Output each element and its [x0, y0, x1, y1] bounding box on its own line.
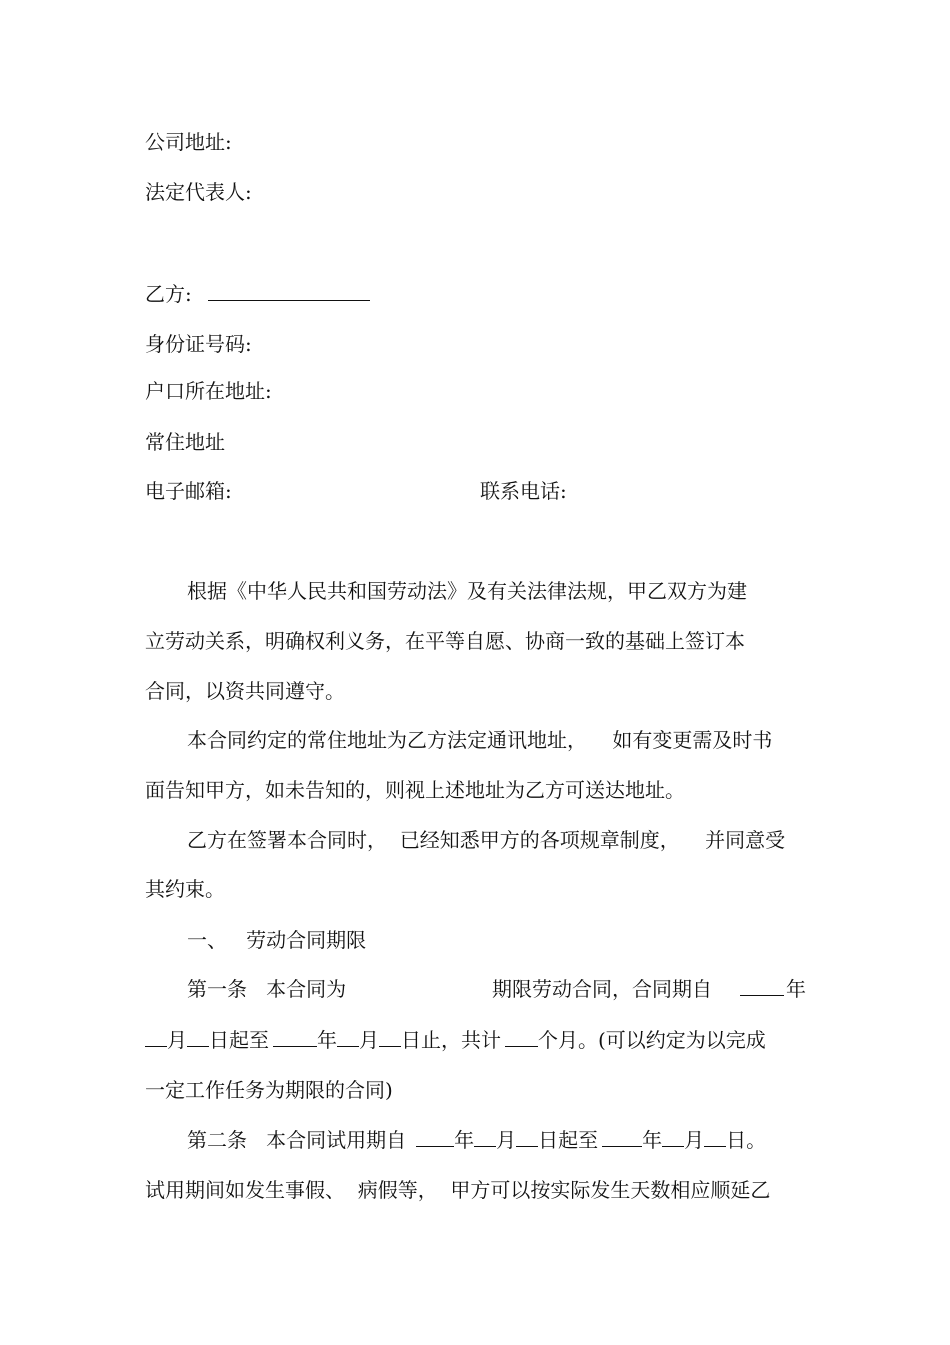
article-1-start-year-blank — [740, 976, 784, 996]
article-1-end-day-blank — [379, 1027, 401, 1047]
article-1-line-3: 一定工作任务为期限的合同) — [145, 1078, 393, 1102]
paragraph-2-line-1: 本合同约定的常住地址为乙方法定通讯地址， 如有变更需及时书 — [187, 728, 773, 752]
article-2-line-2: 试用期间如发生事假、 病假等， 甲方可以按实际发生天数相应顺延乙 — [145, 1178, 771, 1202]
company-address-label: 公司地址: — [145, 130, 232, 154]
paragraph-2-line-2: 面告知甲方，如未告知的，则视上述地址为乙方可送达地址。 — [145, 778, 685, 802]
article-1-months-blank — [505, 1027, 538, 1047]
article-2-start-month-blank — [474, 1127, 496, 1147]
article-2-start-day-blank — [516, 1127, 538, 1147]
residence-address-label: 常住地址 — [145, 430, 225, 454]
phone-label: 联系电话: — [480, 479, 567, 503]
article-2-end-year-blank — [602, 1127, 642, 1147]
article-1-end-month-blank — [337, 1027, 359, 1047]
hukou-address-label: 户口所在地址: — [145, 379, 272, 403]
article-2-line-1: 第二条 本合同试用期自 年 月 日起至 年 月 日。 — [187, 1128, 767, 1152]
article-2-end-month-blank — [662, 1127, 684, 1147]
id-number-label: 身份证号码: — [145, 332, 252, 356]
article-1-year-label: 年 — [786, 977, 806, 1001]
section-1-heading: 一、 劳动合同期限 — [187, 928, 367, 952]
email-label: 电子邮箱: — [145, 479, 232, 503]
legal-representative-label: 法定代表人: — [145, 180, 252, 204]
article-1-end-year-blank — [273, 1027, 317, 1047]
paragraph-1-line-1: 根据《中华人民共和国劳动法》及有关法律法规，甲乙双方为建 — [187, 579, 747, 603]
party-b-name-row — [145, 281, 370, 307]
paragraph-1-line-3: 合同，以资共同遵守。 — [145, 679, 345, 703]
article-1-start-day-blank — [187, 1027, 209, 1047]
article-2-end-day-blank — [704, 1127, 726, 1147]
party-b-name-label: 乙方: — [145, 282, 192, 306]
article-2-start-year-blank — [416, 1127, 454, 1147]
paragraph-1-line-2: 立劳动关系，明确权利义务，在平等自愿、协商一致的基础上签订本 — [145, 629, 745, 653]
paragraph-3-line-2: 其约束。 — [145, 877, 225, 901]
article-1-line-1-a: 第一条 本合同为 — [187, 977, 347, 1001]
article-1-line-1-b: 期限劳动合同，合同期自 — [492, 977, 712, 1001]
party-b-name-blank — [208, 281, 370, 301]
article-1-line-2: 月 日起至 年 月 日止，共计 个月。(可以约定为以完成 — [145, 1027, 766, 1053]
paragraph-3-line-1: 乙方在签署本合同时， 已经知悉甲方的各项规章制度， 并同意受 — [187, 828, 786, 852]
article-1-start-month-blank — [145, 1027, 167, 1047]
